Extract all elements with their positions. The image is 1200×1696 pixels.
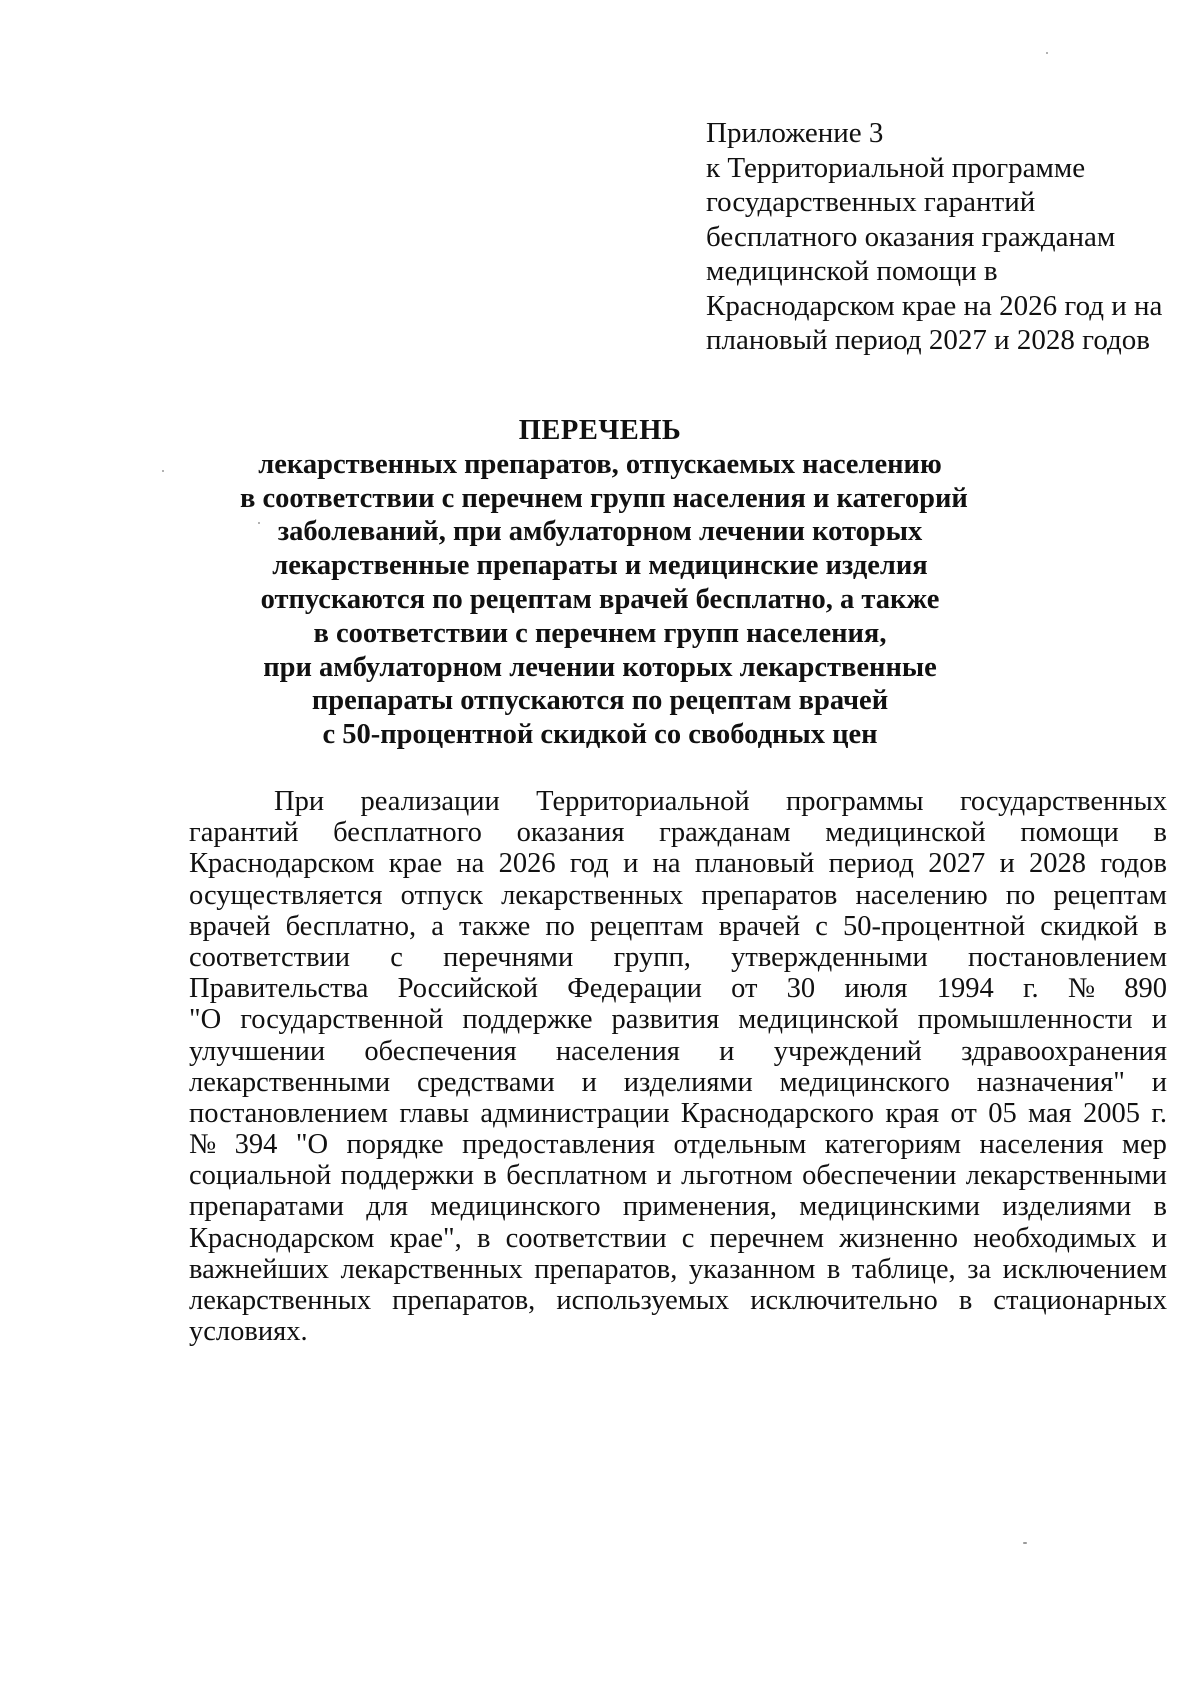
body-word: условиях. (189, 1316, 308, 1348)
body-word: промышленности (917, 1004, 1133, 1036)
body-word: в (1153, 910, 1167, 942)
body-line (189, 817, 1167, 848)
body-word: препаратов, (534, 1253, 678, 1285)
body-word: используемых (556, 1285, 730, 1316)
body-word: групп, (613, 941, 691, 973)
body-word: мер (1121, 1129, 1167, 1161)
body-word: бесплатном (506, 1160, 648, 1192)
body-word: указанном (688, 1253, 816, 1285)
body-word: медицинской (738, 1004, 899, 1036)
body-word: помощи (1020, 817, 1119, 849)
title-line: в соответствии с перечнем групп населения, (313, 617, 887, 649)
body-word: крае (388, 848, 443, 880)
title-line: с 50-процентной скидкой со свободных цен (322, 719, 878, 751)
body-word: для (366, 1191, 409, 1223)
appendix-line: медицинской помощи в (706, 255, 998, 287)
body-word: медицинской (825, 817, 986, 849)
body-word: и (999, 848, 1015, 880)
body-word: лекарственными (189, 1066, 391, 1098)
body-word: а (431, 910, 444, 942)
body-word: 30 (786, 973, 816, 1005)
body-word: 2028 (1029, 848, 1087, 880)
body-word: здравоохранения (961, 1035, 1167, 1067)
body-paragraph (189, 786, 1167, 1347)
body-word: 890 (1124, 973, 1167, 1005)
body-word: и (1151, 1222, 1167, 1254)
body-word: врачей (189, 910, 271, 942)
body-word: реализации (360, 786, 500, 817)
body-word: 2027 (928, 848, 986, 880)
body-word: лекарственных (189, 1285, 372, 1316)
body-word: 05 (988, 1097, 1017, 1129)
body-word: в (1153, 1191, 1167, 1223)
body-line (189, 848, 1167, 879)
body-word: осуществляется (189, 879, 383, 911)
body-word: и (623, 848, 639, 880)
body-word: бесплатно, (285, 910, 417, 942)
title-line: отпускаются по рецептам врачей бесплатно, а также (260, 583, 940, 615)
body-word: порядке (346, 1129, 444, 1161)
body-word: категориям (824, 1129, 962, 1161)
body-word: медицинского (779, 1066, 950, 1098)
body-word: гарантий (189, 817, 299, 849)
body-line (189, 1316, 1167, 1347)
body-word: лекарственными (965, 1160, 1167, 1192)
body-word: июля (844, 973, 908, 1005)
body-word: необходимых (973, 1222, 1137, 1254)
body-word: в (476, 1222, 491, 1254)
scan-speck (258, 522, 260, 524)
body-word: социальной (189, 1160, 332, 1192)
body-word: исключением (1002, 1253, 1167, 1285)
appendix-line: к Территориальной программе (706, 151, 1086, 184)
body-word: края (885, 1097, 940, 1129)
body-word: крае", (389, 1222, 462, 1254)
body-word: "О (189, 1004, 222, 1036)
body-word: мая (1028, 1097, 1072, 1129)
scan-speck (1046, 52, 1048, 54)
title-line: лекарственных препаратов, отпускаемых населению (258, 448, 942, 480)
body-word: главы (399, 1097, 470, 1129)
body-word: государственных (959, 786, 1167, 817)
body-word: по (545, 910, 575, 942)
body-word: населению (855, 879, 988, 911)
body-line (189, 1160, 1167, 1191)
body-word: перечнем (709, 1222, 824, 1254)
body-word: Территориальной (536, 786, 750, 817)
body-line (189, 1067, 1167, 1098)
title-line: препараты отпускаются по рецептам врачей (311, 685, 889, 717)
body-word: за (967, 1253, 992, 1285)
body-word: и (581, 1066, 597, 1098)
body-line (189, 1285, 1167, 1316)
body-word: развития (611, 1004, 720, 1036)
appendix-line: Краснодарском крае на 2026 год и на (706, 289, 1163, 322)
body-line (189, 1098, 1167, 1129)
body-word: изделиями (623, 1066, 753, 1098)
body-word: применения, (622, 1191, 777, 1223)
body-word: врачей (718, 910, 801, 942)
body-word: 1994 (936, 973, 994, 1005)
body-word: утвержденными (731, 941, 928, 973)
body-word: При (274, 786, 325, 817)
body-word: 2026 (498, 848, 556, 880)
body-word: и (656, 1160, 672, 1192)
body-word: с (815, 910, 828, 942)
body-word: населения (979, 1129, 1104, 1161)
body-word: важнейших (189, 1253, 330, 1285)
body-line (189, 1004, 1167, 1035)
body-word: Краснодарского (680, 1097, 874, 1129)
body-word: в (1153, 817, 1167, 849)
body-word: соответствии (505, 1222, 667, 1254)
appendix-line: Приложение 3 (706, 117, 884, 149)
body-line (189, 973, 1167, 1004)
body-word: предоставления (462, 1129, 656, 1161)
body-line (189, 1191, 1167, 1222)
body-line (189, 786, 1167, 817)
appendix-line: плановый период 2027 и 2028 годов (706, 324, 1150, 356)
body-word: рецептам (590, 910, 704, 942)
body-word: в (483, 1160, 497, 1192)
body-word: Федерации (567, 973, 702, 1005)
body-word: по (1005, 879, 1036, 911)
body-word: медицинскими (799, 1191, 981, 1223)
title-line: при амбулаторном лечении которых лекарственные (263, 651, 937, 683)
body-word: в (826, 1253, 841, 1285)
body-word: лекарственных (501, 879, 684, 911)
body-word: учреждений (773, 1035, 922, 1067)
body-word: № (1067, 973, 1096, 1005)
body-word: г. (1151, 1097, 1167, 1129)
appendix-note (706, 116, 1176, 358)
body-word: период (828, 848, 914, 880)
body-word: постановлением (968, 941, 1167, 973)
body-line (189, 911, 1167, 942)
body-word: рецептам (1053, 879, 1167, 911)
body-word: и (1151, 1066, 1167, 1098)
body-word: годов (1100, 848, 1167, 880)
appendix-line: государственных гарантий (706, 186, 1036, 218)
body-word: обеспечении (802, 1160, 957, 1192)
body-word: 50-процентной (843, 910, 1026, 942)
body-word: назначения" (976, 1066, 1125, 1098)
body-word: программы (786, 786, 924, 817)
body-word: плановый (694, 848, 815, 880)
body-word: Краснодарском (189, 848, 375, 880)
body-word: гражданам (659, 817, 791, 849)
body-word: улучшении (189, 1035, 326, 1067)
body-word: соответствии (189, 941, 351, 973)
body-line (189, 880, 1167, 911)
body-word: препаратами (189, 1191, 344, 1223)
title-line: в соответствии с перечнем групп населения и категорий (240, 482, 968, 514)
body-word: препаратов, (392, 1285, 536, 1316)
body-word: обеспечения (364, 1035, 517, 1067)
body-word: стационарных (993, 1285, 1167, 1316)
body-word: Российской (397, 973, 539, 1005)
body-word: поддержке (462, 1004, 593, 1036)
scan-speck (1023, 1542, 1027, 1544)
body-word: оказания (516, 817, 625, 849)
appendix-line: бесплатного оказания гражданам (706, 220, 1116, 253)
title-line: лекарственные препараты и медицинские изделия (272, 550, 928, 582)
body-word: перечнями (443, 941, 574, 973)
body-word: таблице, (851, 1253, 956, 1285)
body-word: год (569, 848, 609, 880)
body-word: "О (295, 1129, 329, 1161)
body-word: Правительства (189, 973, 369, 1005)
body-word: бесплатного (333, 817, 482, 849)
body-word: лекарственных (340, 1253, 523, 1285)
body-word: от (731, 973, 758, 1005)
body-word: исключительно (750, 1285, 938, 1316)
body-word: населения (555, 1035, 680, 1067)
body-word: на (456, 848, 485, 880)
body-word: поддержки (340, 1160, 475, 1192)
body-word: льготном (681, 1160, 793, 1192)
title-heading: ПЕРЕЧЕНЬ (518, 415, 682, 446)
scan-speck (162, 470, 164, 472)
body-word: постановлением (189, 1097, 388, 1129)
body-word: 2005 (1083, 1097, 1140, 1129)
body-line (189, 1223, 1167, 1254)
title-line: заболеваний, при амбулаторном лечении которых (277, 516, 923, 548)
body-word: отдельным (673, 1129, 807, 1161)
document-title (240, 414, 968, 752)
body-line (189, 1129, 1167, 1160)
body-word: жизненно (839, 1222, 959, 1254)
body-word: Краснодарском (189, 1222, 375, 1254)
body-word: и (719, 1035, 735, 1067)
body-word: скидкой (1040, 910, 1139, 942)
body-line (189, 942, 1167, 973)
body-word: г. (1022, 973, 1039, 1005)
body-word: средствами (417, 1066, 555, 1098)
body-word: в (958, 1285, 973, 1316)
body-word: также (459, 910, 531, 942)
body-word: № (189, 1129, 217, 1161)
body-word: изделиями (1002, 1191, 1132, 1223)
body-word: отпуск (400, 879, 483, 911)
body-word: и (1151, 1004, 1167, 1036)
body-line (189, 1254, 1167, 1285)
body-word: медицинского (430, 1191, 601, 1223)
body-word: государственной (240, 1004, 444, 1036)
body-word: препаратов (701, 879, 838, 911)
body-line (189, 1036, 1167, 1067)
body-word: от (950, 1097, 977, 1129)
body-word: с (390, 941, 403, 973)
body-word: с (681, 1222, 695, 1254)
body-word: на (652, 848, 681, 880)
body-word: администрации (480, 1097, 670, 1129)
body-word: 394 (234, 1129, 278, 1161)
